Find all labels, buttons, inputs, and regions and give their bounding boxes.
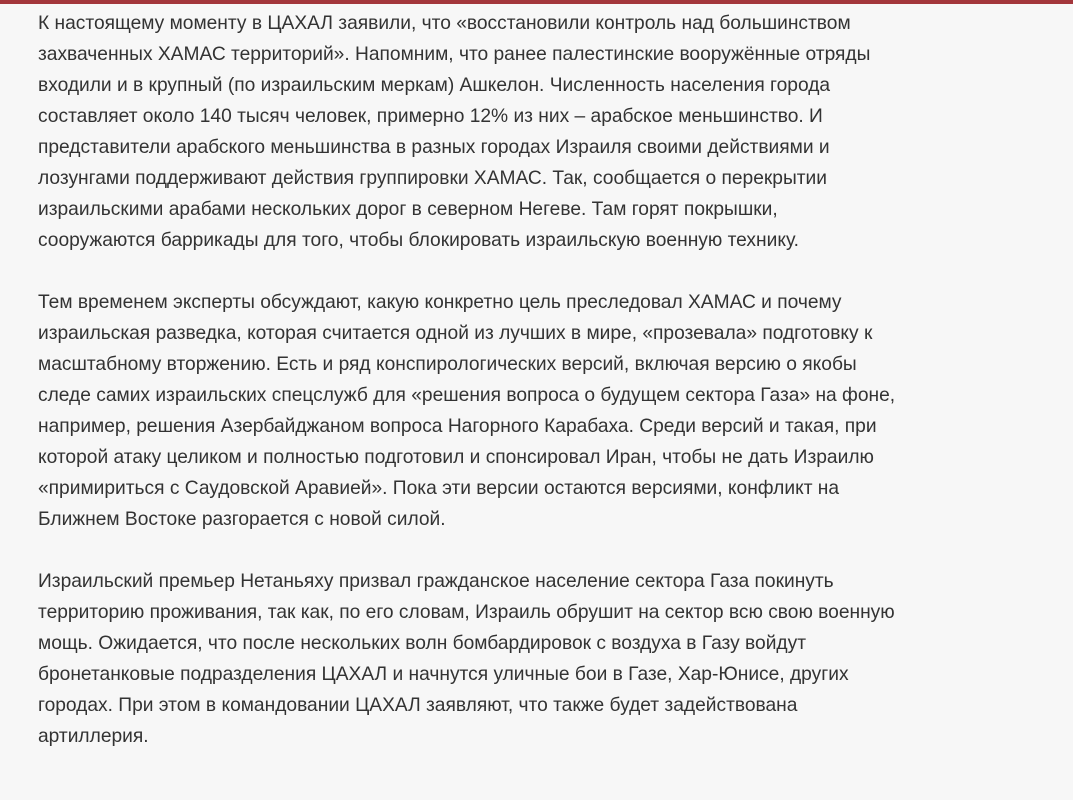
text-line: бронетанковые подразделения ЦАХАЛ и начнутся уличные бои в Газе, Хар-Юнисе, других [38, 664, 849, 685]
text-line: следе самих израильских спецслужб для «решения вопроса о будущем сектора Газа» на фоне, [38, 385, 896, 406]
text-line: Израильский премьер Нетаньяху призвал гражданское население сектора Газа покинуть [38, 571, 834, 592]
article-paragraph-1 [38, 8, 1053, 256]
text-line: лозунгами поддерживают действия группировки ХАМАС. Так, сообщается о перекрытии [38, 168, 827, 189]
text-line: масштабному вторжению. Есть и ряд конспирологических версий, включая версию о якобы [38, 354, 857, 375]
text-line: которой атаку целиком и полностью подготовил и спонсировал Иран, чтобы не дать Израилю [38, 447, 874, 468]
text-line: составляет около 140 тысяч человек, примерно 12% из них – арабское меньшинство. И [38, 106, 823, 127]
text-line: территорию проживания, так как, по его словам, Израиль обрушит на сектор всю свою военную [38, 602, 895, 623]
text-line: например, решения Азербайджаном вопроса Нагорного Карабаха. Среди версий и такая, при [38, 416, 877, 437]
text-line: мощь. Ожидается, что после нескольких волн бомбардировок с воздуха в Газу войдут [38, 633, 806, 654]
article-paragraph-2 [38, 287, 1053, 535]
text-line: городах. При этом в командовании ЦАХАЛ заявляют, что также будет задействована [38, 695, 798, 716]
text-line: входили и в крупный (по израильским меркам) Ашкелон. Численность населения города [38, 75, 831, 96]
text-line: израильскими арабами нескольких дорог в северном Негеве. Там горят покрышки, [38, 199, 778, 220]
text-line: захваченных ХАМАС территорий». Напомним, что ранее палестинские вооружённые отряды [38, 44, 871, 65]
text-line: «примириться с Саудовской Аравией». Пока эти версии остаются версиями, конфликт на [38, 478, 840, 499]
text-line: Тем временем эксперты обсуждают, какую конкретно цель преследовал ХАМАС и почему [38, 292, 842, 313]
text-line: К настоящему моменту в ЦАХАЛ заявили, что «восстановили контроль над большинством [38, 13, 851, 34]
text-line: сооружаются баррикады для того, чтобы блокировать израильскую военную технику. [38, 230, 799, 251]
text-line: представители арабского меньшинства в разных городах Израиля своими действиями и [38, 137, 830, 158]
article-body [0, 4, 1073, 752]
text-line: израильская разведка, которая считается одной из лучших в мире, «прозевала» подготовку к [38, 323, 873, 344]
article-paragraph-3 [38, 566, 1053, 752]
text-line: артиллерия. [38, 726, 149, 747]
text-line: Ближнем Востоке разгорается с новой силой. [38, 509, 446, 530]
